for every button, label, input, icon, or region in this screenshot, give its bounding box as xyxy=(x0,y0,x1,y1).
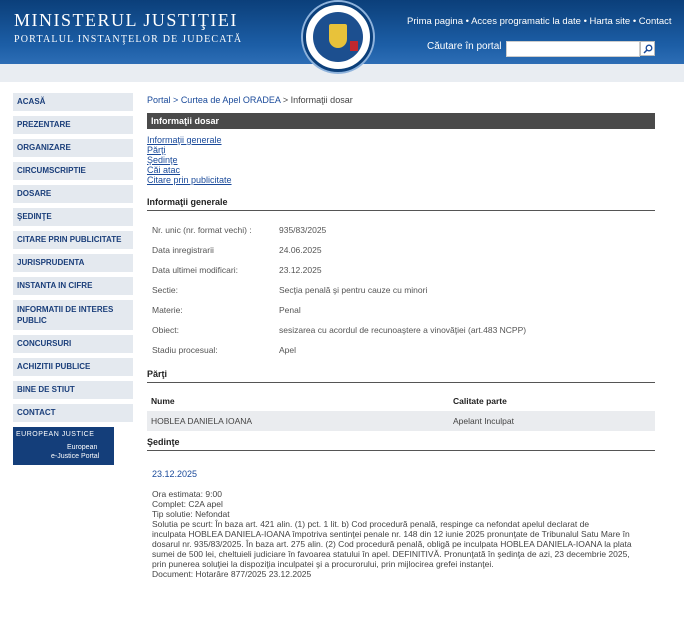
link-cai-atac[interactable]: Căi atac xyxy=(147,165,181,175)
sidebar-item-achizitii[interactable]: ACHIZITII PUBLICE xyxy=(13,358,133,376)
main-content xyxy=(147,95,655,579)
search-icon xyxy=(643,44,653,54)
breadcrumb-portal[interactable]: Portal xyxy=(147,95,171,105)
info-row: Stadiu procesual: Apel xyxy=(152,345,297,355)
hearing-details: Ora estimata: 9:00 Complet: C2A apel Tip solutie: Nefondat Solutia pe scurt: În baza art. 421 alin. (1) pct. 1 lit. b) Cod procedură penală, respinge ca nefondat apelul declarat de inculpata HOBLEA DANIELA-IOANA împotriva sentinţei penale nr. 148 din 12 iunie 2025 pronunţate de Tribunalul Satu Mare în dosarul nr. 935/83/2025. În baza art. 275 alin. (2) Cod procedură penală, obligă pe inculpata HOBLEA DANIELA-IOANA la plata sumei de 500 lei, cheltuieli judiciare în favoarea statului în apel. DEFINITIVĂ. Pronunţată în şedinţa de azi, 23 decembrie 2025, prin punerea soluţiei la dispoziţia inculpatei şi a procurorului, prin mijlocirea grefei instanţei. Document: Hotarâre 877/2025 23.12.2025 xyxy=(152,489,655,579)
site-title[interactable]: MINISTERUL JUSTIŢIEI xyxy=(14,10,238,30)
bullet-separator: • xyxy=(583,16,587,27)
breadcrumb: Portal > Curtea de Apel ORADEA > Informaţii dosar xyxy=(147,95,353,105)
sidebar-item-concursuri[interactable]: CONCURSURI xyxy=(13,335,133,353)
sidebar-item-organizare[interactable]: ORGANIZARE xyxy=(13,139,133,157)
hearing-date: 23.12.2025 xyxy=(152,469,198,479)
sidebar-item-informatii-interes-public[interactable]: INFORMATII DE INTERES PUBLIC xyxy=(13,300,133,330)
section-title-bar: Informaţii dosar xyxy=(147,113,655,129)
sidebar-item-bine-de-stiut[interactable]: BINE DE STIUT xyxy=(13,381,133,399)
parti-heading: Părţi xyxy=(147,369,655,383)
info-row: Materie: Penal xyxy=(152,305,301,315)
sidebar-item-circumscriptie[interactable]: CIRCUMSCRIPTIE xyxy=(13,162,133,180)
sidebar-item-citare[interactable]: CITARE PRIN PUBLICITATE xyxy=(13,231,133,249)
sidebar-item-sedinte[interactable]: ŞEDINŢE xyxy=(13,208,133,226)
link-citare[interactable]: Citare prin publicitate xyxy=(147,175,232,185)
search-input[interactable] xyxy=(506,41,640,57)
sedinte-heading: Şedinţe xyxy=(147,437,655,451)
bullet-separator: • xyxy=(632,16,637,27)
info-row: Obiect: sesizarea cu acordul de recunoaştere a vinovăţiei (art.483 NCPP) xyxy=(152,325,527,335)
sidebar-item-contact[interactable]: CONTACT xyxy=(13,404,133,422)
info-row: Data inregistrarii 24.06.2025 xyxy=(152,245,322,255)
search-label: Căutare în portal xyxy=(427,41,502,52)
ejustice-portal-banner[interactable]: EUROPEAN JUSTICE European e-Justice Portal xyxy=(13,427,114,465)
bullet-separator: • xyxy=(465,16,469,27)
top-link-home[interactable]: Prima pagina xyxy=(407,16,463,27)
shield-icon xyxy=(329,24,347,48)
site-subtitle: PORTALUL INSTANŢELOR DE JUDECATĂ xyxy=(14,34,243,45)
breadcrumb-current: Informaţii dosar xyxy=(290,95,353,105)
general-heading: Informaţii generale xyxy=(147,197,655,211)
parti-table-header: Nume Calitate parte xyxy=(147,391,655,411)
ejustice-logo-text: EUROPEAN JUSTICE xyxy=(16,431,95,438)
quick-links xyxy=(147,135,655,185)
sidebar-item-prezentare[interactable]: PREZENTARE xyxy=(13,116,133,134)
search-button[interactable] xyxy=(640,41,655,56)
link-informatii-generale[interactable]: Informaţii generale xyxy=(147,135,222,145)
info-row: Sectie: Secţia penală şi pentru cauze cu minori xyxy=(152,285,428,295)
sidebar-item-instanta-in-cifre[interactable]: INSTANTA IN CIFRE xyxy=(13,277,133,295)
coat-of-arms-logo[interactable] xyxy=(303,2,373,72)
sidebar-item-jurisprudenta[interactable]: JURISPRUDENTA xyxy=(13,254,133,272)
table-row: HOBLEA DANIELA IOANA Apelant Inculpat xyxy=(147,411,655,431)
sidebar-item-dosare[interactable]: DOSARE xyxy=(13,185,133,203)
breadcrumb-court[interactable]: Curtea de Apel ORADEA xyxy=(180,95,281,105)
info-row: Data ultimei modificari: 23.12.2025 xyxy=(152,265,322,275)
top-links xyxy=(407,16,672,27)
document-reference: Document: Hotarâre 877/2025 23.12.2025 xyxy=(152,569,312,579)
sidebar-nav xyxy=(13,93,133,465)
top-link-api[interactable]: Acces programatic la date xyxy=(471,16,581,27)
sidebar-item-acasa[interactable]: ACASĂ xyxy=(13,93,133,111)
top-link-sitemap[interactable]: Harta site xyxy=(589,16,631,27)
info-row: Nr. unic (nr. format vechi) : 935/83/2025 xyxy=(152,225,327,235)
link-parti[interactable]: Părţi xyxy=(147,145,166,155)
top-link-contact[interactable]: Contact xyxy=(638,16,672,27)
link-sedinte[interactable]: Şedinţe xyxy=(147,155,178,165)
